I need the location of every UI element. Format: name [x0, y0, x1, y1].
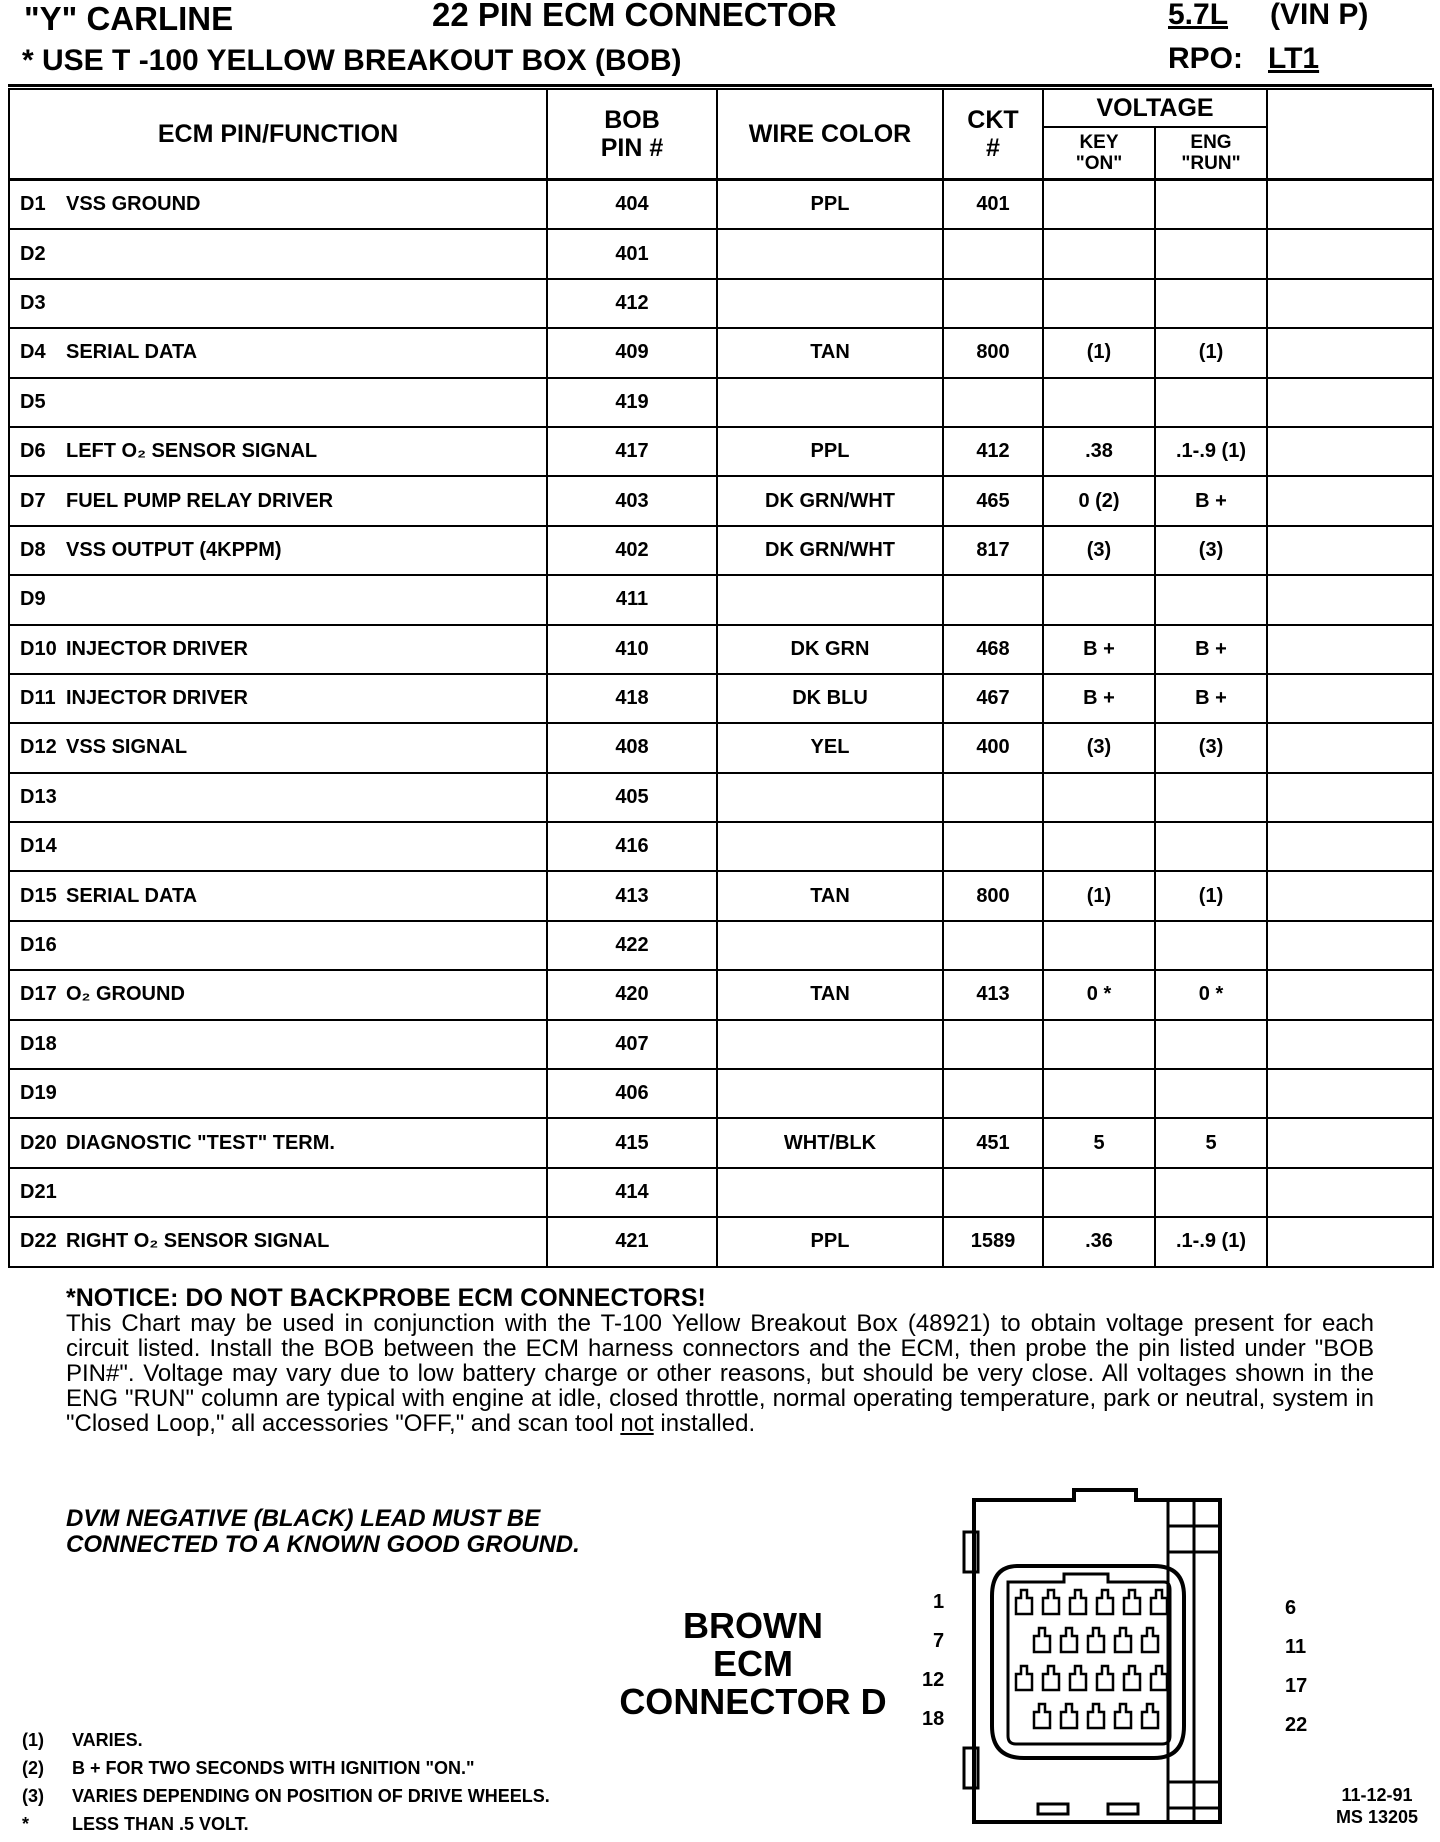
connector-pin-14 — [1070, 1666, 1086, 1690]
cell-ckt — [943, 229, 1043, 278]
cell-wire: WHT/BLK — [717, 1118, 943, 1167]
pin-function-cell: D8 VSS OUTPUT (4KPPM) — [9, 526, 547, 575]
cell-wire: PPL — [717, 180, 943, 230]
cell-wire — [717, 921, 943, 970]
cell-wire: PPL — [717, 1217, 943, 1266]
connector-pin-20 — [1088, 1704, 1104, 1728]
cell-bob: 401 — [547, 229, 717, 278]
connector-pin-21 — [1115, 1704, 1131, 1728]
connector-pin-3 — [1070, 1590, 1086, 1614]
cell-ckt: 800 — [943, 328, 1043, 377]
pin-function-cell: D5 — [9, 378, 547, 427]
footnote: (2) B + FOR TWO SECONDS WITH IGNITION "ON." — [22, 1758, 475, 1778]
cell-blank — [1267, 1168, 1433, 1217]
pin-label-6: 6 — [1285, 1597, 1297, 1619]
footnote: (1) VARIES. — [22, 1730, 143, 1750]
col-header-function: ECM PIN/FUNCTION — [9, 89, 547, 180]
cell-bob: 409 — [547, 328, 717, 377]
footnotes — [22, 1726, 550, 1838]
table-row — [9, 1217, 1433, 1266]
cell-key-on: B + — [1043, 625, 1155, 674]
cell-eng-run — [1155, 180, 1267, 230]
cell-wire — [717, 229, 943, 278]
pin-function-cell: D19 — [9, 1069, 547, 1118]
pin-function-cell: D17 O₂ GROUND — [9, 970, 547, 1019]
cell-key-on: 5 — [1043, 1118, 1155, 1167]
cell-eng-run — [1155, 822, 1267, 871]
cell-bob: 402 — [547, 526, 717, 575]
pin-function-cell: D21 — [9, 1168, 547, 1217]
cell-ckt — [943, 921, 1043, 970]
cell-bob: 404 — [547, 180, 717, 230]
connector-pin-6 — [1151, 1590, 1167, 1614]
cell-wire: TAN — [717, 328, 943, 377]
table-row — [9, 1168, 1433, 1217]
cell-key-on — [1043, 822, 1155, 871]
pin-function-cell: D22 RIGHT O₂ SENSOR SIGNAL — [9, 1217, 547, 1266]
connector-pin-11 — [1142, 1628, 1158, 1652]
cell-blank — [1267, 1069, 1433, 1118]
pin-function-cell: D7 FUEL PUMP RELAY DRIVER — [9, 476, 547, 525]
table-row — [9, 476, 1433, 525]
cell-eng-run — [1155, 279, 1267, 328]
cell-eng-run: B + — [1155, 476, 1267, 525]
cell-blank — [1267, 773, 1433, 822]
connector-pin-8 — [1061, 1628, 1077, 1652]
cell-ckt: 401 — [943, 180, 1043, 230]
pin-function-cell: D16 — [9, 921, 547, 970]
pin-label-17: 17 — [1285, 1675, 1308, 1697]
vin-code: (VIN P) — [1270, 0, 1369, 31]
connector-pin-17 — [1151, 1666, 1167, 1690]
cell-wire — [717, 773, 943, 822]
cell-eng-run — [1155, 378, 1267, 427]
pin-function-cell: D1 VSS GROUND — [9, 180, 547, 230]
cell-key-on: (3) — [1043, 526, 1155, 575]
cell-bob: 414 — [547, 1168, 717, 1217]
cell-key-on — [1043, 180, 1155, 230]
connector-pin-9 — [1088, 1628, 1104, 1652]
cell-ckt: 800 — [943, 871, 1043, 920]
cell-bob: 407 — [547, 1020, 717, 1069]
cell-ckt — [943, 1069, 1043, 1118]
cell-blank — [1267, 871, 1433, 920]
pin-function-cell: D11 INJECTOR DRIVER — [9, 674, 547, 723]
pin-function-cell: D15 SERIAL DATA — [9, 871, 547, 920]
connector-pin-12 — [1016, 1666, 1032, 1690]
pin-label-22: 22 — [1285, 1714, 1308, 1736]
cell-eng-run: (1) — [1155, 328, 1267, 377]
document-stamp: 11-12-91 MS 13205 — [1335, 1785, 1418, 1827]
table-row — [9, 822, 1433, 871]
cell-bob: 411 — [547, 575, 717, 624]
cell-key-on — [1043, 773, 1155, 822]
cell-eng-run: (3) — [1155, 526, 1267, 575]
header-rule — [8, 84, 1432, 87]
carline-title: "Y" CARLINE — [24, 0, 234, 37]
cell-eng-run: 5 — [1155, 1118, 1267, 1167]
cell-ckt: 400 — [943, 723, 1043, 772]
pin-label-18: 18 — [922, 1708, 945, 1730]
cell-blank — [1267, 378, 1433, 427]
cell-blank — [1267, 674, 1433, 723]
table-row — [9, 378, 1433, 427]
col-header-eng-run: ENG "RUN" — [1155, 127, 1267, 180]
pin-function-cell: D2 — [9, 229, 547, 278]
table-row — [9, 871, 1433, 920]
cell-key-on: 0 * — [1043, 970, 1155, 1019]
cell-bob: 417 — [547, 427, 717, 476]
table-row — [9, 427, 1433, 476]
cell-blank — [1267, 526, 1433, 575]
rpo-value: LT1 — [1268, 42, 1320, 75]
pin-function-cell: D3 — [9, 279, 547, 328]
cell-bob: 421 — [547, 1217, 717, 1266]
table-row — [9, 1069, 1433, 1118]
cell-wire: PPL — [717, 427, 943, 476]
cell-ckt: 413 — [943, 970, 1043, 1019]
connector-pin-2 — [1043, 1590, 1059, 1614]
table-row — [9, 526, 1433, 575]
cell-wire — [717, 378, 943, 427]
cell-blank — [1267, 279, 1433, 328]
cell-bob: 418 — [547, 674, 717, 723]
col-header-ckt: CKT # — [943, 89, 1043, 180]
cell-wire — [717, 1069, 943, 1118]
table-row — [9, 229, 1433, 278]
cell-eng-run: (1) — [1155, 871, 1267, 920]
table-row — [9, 180, 1433, 230]
cell-wire — [717, 575, 943, 624]
cell-ckt: 467 — [943, 674, 1043, 723]
cell-bob: 410 — [547, 625, 717, 674]
cell-ckt — [943, 1168, 1043, 1217]
table-row — [9, 1020, 1433, 1069]
cell-wire: DK GRN/WHT — [717, 476, 943, 525]
connector-pin-22 — [1142, 1704, 1158, 1728]
connector-pin-1 — [1016, 1590, 1032, 1614]
pin-function-cell: D14 — [9, 822, 547, 871]
cell-blank — [1267, 229, 1433, 278]
cell-bob: 419 — [547, 378, 717, 427]
use-bob-note: * USE T -100 YELLOW BREAKOUT BOX (BOB) — [22, 44, 682, 77]
cell-blank — [1267, 575, 1433, 624]
cell-blank — [1267, 328, 1433, 377]
cell-key-on: (1) — [1043, 328, 1155, 377]
cell-key-on: .36 — [1043, 1217, 1155, 1266]
notice-block — [66, 1286, 1374, 1436]
table-row — [9, 625, 1433, 674]
table-row — [9, 674, 1433, 723]
cell-blank — [1267, 970, 1433, 1019]
cell-eng-run — [1155, 773, 1267, 822]
cell-ckt: 1589 — [943, 1217, 1043, 1266]
cell-key-on: 0 (2) — [1043, 476, 1155, 525]
pin-function-cell: D13 — [9, 773, 547, 822]
connector-pin-7 — [1034, 1628, 1050, 1652]
connector-pin-13 — [1043, 1666, 1059, 1690]
cell-ckt — [943, 1020, 1043, 1069]
footnote: * LESS THAN .5 VOLT. — [22, 1814, 249, 1834]
cell-key-on: .38 — [1043, 427, 1155, 476]
cell-key-on — [1043, 575, 1155, 624]
cell-wire — [717, 279, 943, 328]
table-row — [9, 1118, 1433, 1167]
cell-blank — [1267, 180, 1433, 230]
cell-key-on — [1043, 1020, 1155, 1069]
dvm-ground-note: DVM NEGATIVE (BLACK) LEAD MUST BE CONNECTED TO A KNOWN GOOD GROUND. — [66, 1505, 580, 1558]
cell-bob: 403 — [547, 476, 717, 525]
cell-eng-run: 0 * — [1155, 970, 1267, 1019]
cell-key-on — [1043, 1069, 1155, 1118]
cell-key-on: (1) — [1043, 871, 1155, 920]
footnote: (3) VARIES DEPENDING ON POSITION OF DRIVE WHEELS. — [22, 1786, 550, 1806]
cell-wire: DK GRN/WHT — [717, 526, 943, 575]
pin-function-cell: D12 VSS SIGNAL — [9, 723, 547, 772]
cell-key-on — [1043, 279, 1155, 328]
cell-eng-run: B + — [1155, 674, 1267, 723]
cell-bob: 406 — [547, 1069, 717, 1118]
pin-label-12: 12 — [922, 1669, 945, 1691]
cell-ckt — [943, 378, 1043, 427]
pin-function-cell: D20 DIAGNOSTIC "TEST" TERM. — [9, 1118, 547, 1167]
ecm-connector-d-drawing — [958, 1486, 1278, 1836]
cell-key-on: (3) — [1043, 723, 1155, 772]
cell-wire: TAN — [717, 970, 943, 1019]
pin-function-cell: D6 LEFT O₂ SENSOR SIGNAL — [9, 427, 547, 476]
cell-blank — [1267, 1217, 1433, 1266]
table-row — [9, 328, 1433, 377]
col-header-voltage: VOLTAGE — [1043, 89, 1267, 127]
connector-pin-10 — [1115, 1628, 1131, 1652]
cell-eng-run: B + — [1155, 625, 1267, 674]
cell-wire — [717, 822, 943, 871]
cell-blank — [1267, 822, 1433, 871]
cell-blank — [1267, 476, 1433, 525]
table-row — [9, 575, 1433, 624]
cell-bob: 416 — [547, 822, 717, 871]
rpo-label: RPO: — [1168, 42, 1243, 75]
pin-function-cell: D4 SERIAL DATA — [9, 328, 547, 377]
cell-bob: 420 — [547, 970, 717, 1019]
pin-label-11: 11 — [1285, 1636, 1307, 1658]
pin-function-cell: D18 — [9, 1020, 547, 1069]
cell-bob: 422 — [547, 921, 717, 970]
cell-ckt: 468 — [943, 625, 1043, 674]
cell-wire: DK GRN — [717, 625, 943, 674]
table-row — [9, 723, 1433, 772]
connector-pin-18 — [1034, 1704, 1050, 1728]
cell-eng-run — [1155, 1168, 1267, 1217]
col-header-bob-pin: BOB PIN # — [547, 89, 717, 180]
cell-wire: TAN — [717, 871, 943, 920]
pin-function-cell: D10 INJECTOR DRIVER — [9, 625, 547, 674]
cell-ckt — [943, 279, 1043, 328]
connector-pin-19 — [1061, 1704, 1077, 1728]
cell-bob: 405 — [547, 773, 717, 822]
cell-eng-run: .1-.9 (1) — [1155, 427, 1267, 476]
cell-bob: 415 — [547, 1118, 717, 1167]
cell-eng-run — [1155, 1069, 1267, 1118]
cell-ckt — [943, 822, 1043, 871]
cell-eng-run: (3) — [1155, 723, 1267, 772]
pin-function-cell: D9 — [9, 575, 547, 624]
cell-blank — [1267, 625, 1433, 674]
table-row — [9, 921, 1433, 970]
notice-body: This Chart may be used in conjunction with the T-100 Yellow Breakout Box (48921) to obtain voltage present for each circuit listed. Install the BOB between the ECM harness connectors and the ECM, then probe the pin listed under "BOB PIN#". Voltage may vary due to low battery charge or other reasons, but should be very close. All voltages shown in the ENG "RUN" column are typical with engine at idle, closed throttle, normal operating temperature, park or neutral, system in "Closed Loop," all accessories "OFF," and scan tool not installed. — [66, 1310, 1374, 1437]
connector-label: BROWN ECM CONNECTOR D — [619, 1605, 887, 1722]
col-header-wire-color: WIRE COLOR — [717, 89, 943, 180]
pin-label-1: 1 — [933, 1591, 945, 1613]
cell-key-on — [1043, 229, 1155, 278]
cell-blank — [1267, 723, 1433, 772]
cell-bob: 408 — [547, 723, 717, 772]
cell-eng-run: .1-.9 (1) — [1155, 1217, 1267, 1266]
engine-size: 5.7L — [1168, 0, 1229, 31]
cell-ckt: 412 — [943, 427, 1043, 476]
table-row — [9, 279, 1433, 328]
cell-blank — [1267, 921, 1433, 970]
col-header-key-on: KEY "ON" — [1043, 127, 1155, 180]
connector-pin-4 — [1097, 1590, 1113, 1614]
cell-wire — [717, 1168, 943, 1217]
cell-wire — [717, 1020, 943, 1069]
cell-blank — [1267, 1118, 1433, 1167]
cell-blank — [1267, 427, 1433, 476]
cell-ckt: 817 — [943, 526, 1043, 575]
cell-eng-run — [1155, 229, 1267, 278]
connector-pin-15 — [1097, 1666, 1113, 1690]
cell-bob: 412 — [547, 279, 717, 328]
ecm-pin-table — [8, 88, 1434, 1268]
cell-eng-run — [1155, 575, 1267, 624]
cell-key-on — [1043, 378, 1155, 427]
connector-pin-5 — [1124, 1590, 1140, 1614]
cell-key-on — [1043, 1168, 1155, 1217]
connector-pin-16 — [1124, 1666, 1140, 1690]
cell-eng-run — [1155, 1020, 1267, 1069]
cell-ckt — [943, 773, 1043, 822]
cell-key-on: B + — [1043, 674, 1155, 723]
cell-blank — [1267, 1020, 1433, 1069]
cell-ckt — [943, 575, 1043, 624]
pin-label-7: 7 — [933, 1630, 945, 1652]
notice-title: *NOTICE: DO NOT BACKPROBE ECM CONNECTORS! — [66, 1284, 706, 1312]
table-row — [9, 970, 1433, 1019]
cell-bob: 413 — [547, 871, 717, 920]
cell-wire: YEL — [717, 723, 943, 772]
connector-title: 22 PIN ECM CONNECTOR — [432, 0, 837, 33]
cell-ckt: 465 — [943, 476, 1043, 525]
cell-ckt: 451 — [943, 1118, 1043, 1167]
cell-key-on — [1043, 921, 1155, 970]
table-row — [9, 773, 1433, 822]
cell-eng-run — [1155, 921, 1267, 970]
cell-wire: DK BLU — [717, 674, 943, 723]
col-header-blank — [1267, 89, 1433, 180]
